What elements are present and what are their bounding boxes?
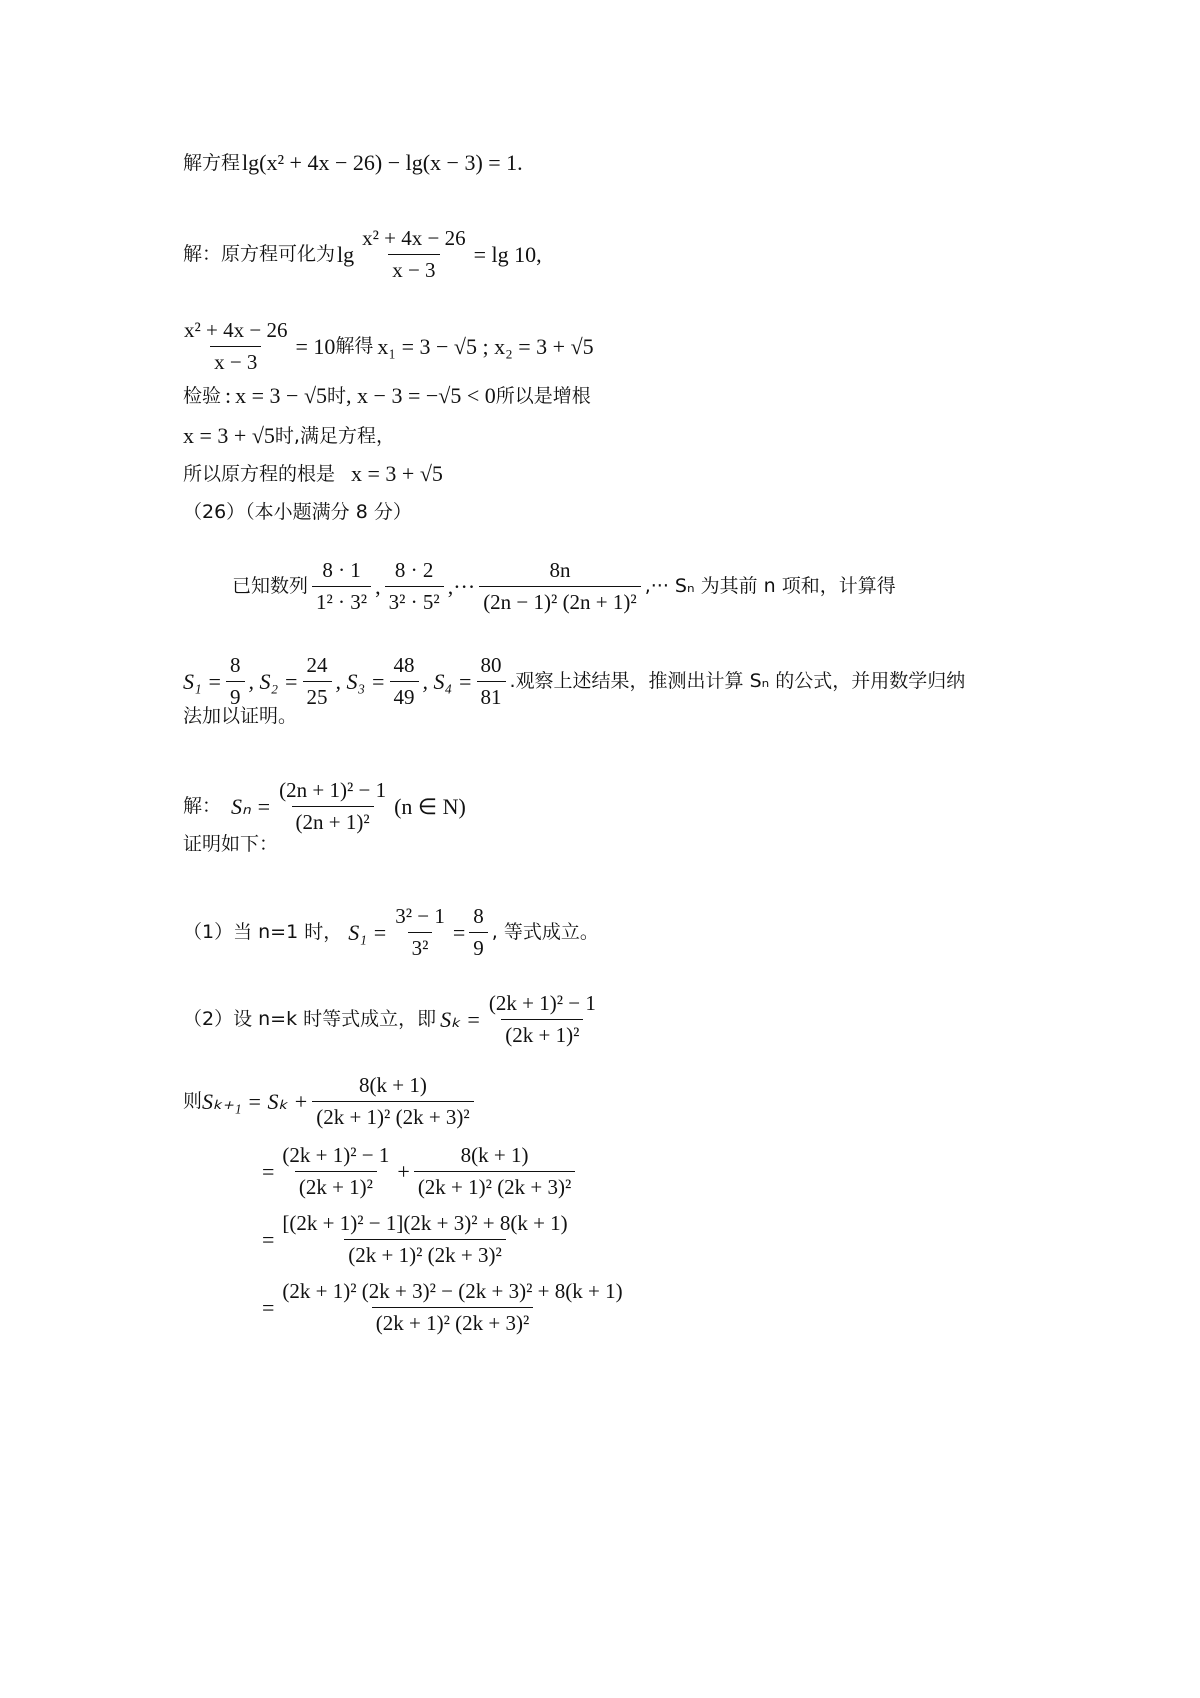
inductive-hypothesis: （2）设 n=k 时等式成立，即 Sₖ = $\frac{\text{(2k + 1)² − 1}}{\text{(2k + 1)²}}$: [183, 993, 604, 1046]
problem-header: （26）（本小题满分 8 分）: [183, 501, 412, 523]
problem-text-continued: 法加以证明。: [183, 705, 298, 727]
fraction: $\frac{\text{x² + 4x − 26}}{x - 3}$: [184, 318, 288, 374]
inductive-step-1: 则 Sₖ₊₁ = Sₖ + $\frac{8(k + 1)}{\text{(2k + 1)² (2k + 3)²}}$: [183, 1075, 478, 1128]
fraction: $\frac{8}{9}$: [226, 655, 245, 708]
inductive-step-3: = $\frac{\text{[(2k + 1)² − 1](2k + 3)² + 8(k + 1)}}{\text{(2k + 1)² (2k + 3)²}}$: [262, 1213, 576, 1266]
proof-heading: 证明如下：: [183, 833, 279, 855]
problem-statement: 解方程 lg(x² + 4x − 26) − lg(x − 3) = 1.: [183, 150, 523, 175]
conclusion-line: 所以原方程的根是 x = 3 + √5: [183, 461, 443, 486]
inductive-step-4: = $\frac{\text{(2k + 1)² (2k + 3)² − (2k + 3)² + 8(k + 1)}}{\text{(2k + 1)² (2k + 3)²}}$: [262, 1281, 631, 1334]
fraction: $\frac{\text{x² + 4x − 26}}{x - 3}$: [362, 226, 466, 282]
fraction: $\frac{8}{9}$: [469, 906, 488, 959]
fraction: $\frac{8 \cdot 2}{\text{3² · 5²}}$: [385, 560, 444, 613]
fraction: $\frac{8(k + 1)}{\text{(2k + 1)² (2k + 3)²}}$: [312, 1075, 474, 1128]
fraction: $\frac{8(k + 1)}{\text{(2k + 1)² (2k + 3)²}}$: [414, 1145, 576, 1198]
fraction: $\frac{\text{(2k + 1)² (2k + 3)² − (2k + 3)² + 8(k + 1)}}{\text{(2k + 1)² (2k + 3)²}}$: [282, 1279, 623, 1335]
fraction: $\frac{80}{81}$: [477, 655, 506, 708]
solution-step-1: 解：原方程可化为 lg $\frac{\text{x² + 4x − 26}}{x - 3}$ = lg 10,: [183, 226, 542, 282]
solution-step-2: $\frac{\text{x² + 4x − 26}}{x - 3}$ = 10 解得 x₁ = 3 − √5 ; x₂ = 3 + √5: [180, 320, 594, 373]
fraction: $\frac{8n}{\text{(2n − 1)² (2n + 1)²}}$: [479, 560, 641, 613]
partial-sums: S₁ = $\frac{8}{9}$ , S₂ = $\frac{24}{25}$ , S₃ = $\frac{48}{49}$ , S₄ = $\frac{80}{81}$ .观察上述结果，推测出计算 Sₙ 的公式，并用数学归纳: [183, 653, 966, 709]
base-case: （1）当 n=1 时， S₁ = $\frac{\text{3² − 1}}{\text{3²}}$ = $\frac{8}{9}$ , 等式成立。: [183, 904, 599, 960]
fraction: $\frac{\text{[(2k + 1)² − 1](2k + 3)² + 8(k + 1)}}{\text{(2k + 1)² (2k + 3)²}}$: [282, 1211, 568, 1267]
solution-formula: 解： Sₙ = $\frac{\text{(2n + 1)² − 1}}{\text{(2n + 1)²}}$ (n ∈ N): [183, 778, 466, 834]
fraction: $\frac{24}{25}$: [303, 655, 332, 708]
fraction: $\frac{\text{(2n + 1)² − 1}}{\text{(2n + 1)²}}$: [279, 778, 387, 834]
fraction: $\frac{\text{(2k + 1)² − 1}}{\text{(2k + 1)²}}$: [488, 991, 596, 1047]
check-line-2: x = 3 + √5 时 ,满足方程，: [183, 423, 395, 448]
fraction: $\frac{\text{(2k + 1)² − 1}}{\text{(2k + 1)²}}$: [282, 1143, 390, 1199]
fraction: $\frac{48}{49}$: [390, 655, 419, 708]
fraction: $\frac{\text{3² − 1}}{\text{3²}}$: [395, 904, 445, 960]
fraction: $\frac{8 \cdot 1}{\text{1² · 3²}}$: [312, 560, 371, 613]
inductive-step-2: = $\frac{\text{(2k + 1)² − 1}}{\text{(2k + 1)²}}$ + $\frac{8(k + 1)}{\text{(2k + 1)² (2k + 3)²}}$: [262, 1145, 579, 1198]
check-line: 检验 : x = 3 − √5 时 , x − 3 = −√5 < 0 所以是增根: [183, 383, 591, 408]
sequence-definition: 已知数列 $\frac{8 \cdot 1}{\text{1² · 3²}}$ , $\frac{8 \cdot 2}{\text{3² · 5²}}$ ,··· $\frac{8n}{\text{(2n − 1)² (2n + 1)²}}$ ,··· Sₙ 为其前 n 项和，计算得: [232, 558, 896, 614]
